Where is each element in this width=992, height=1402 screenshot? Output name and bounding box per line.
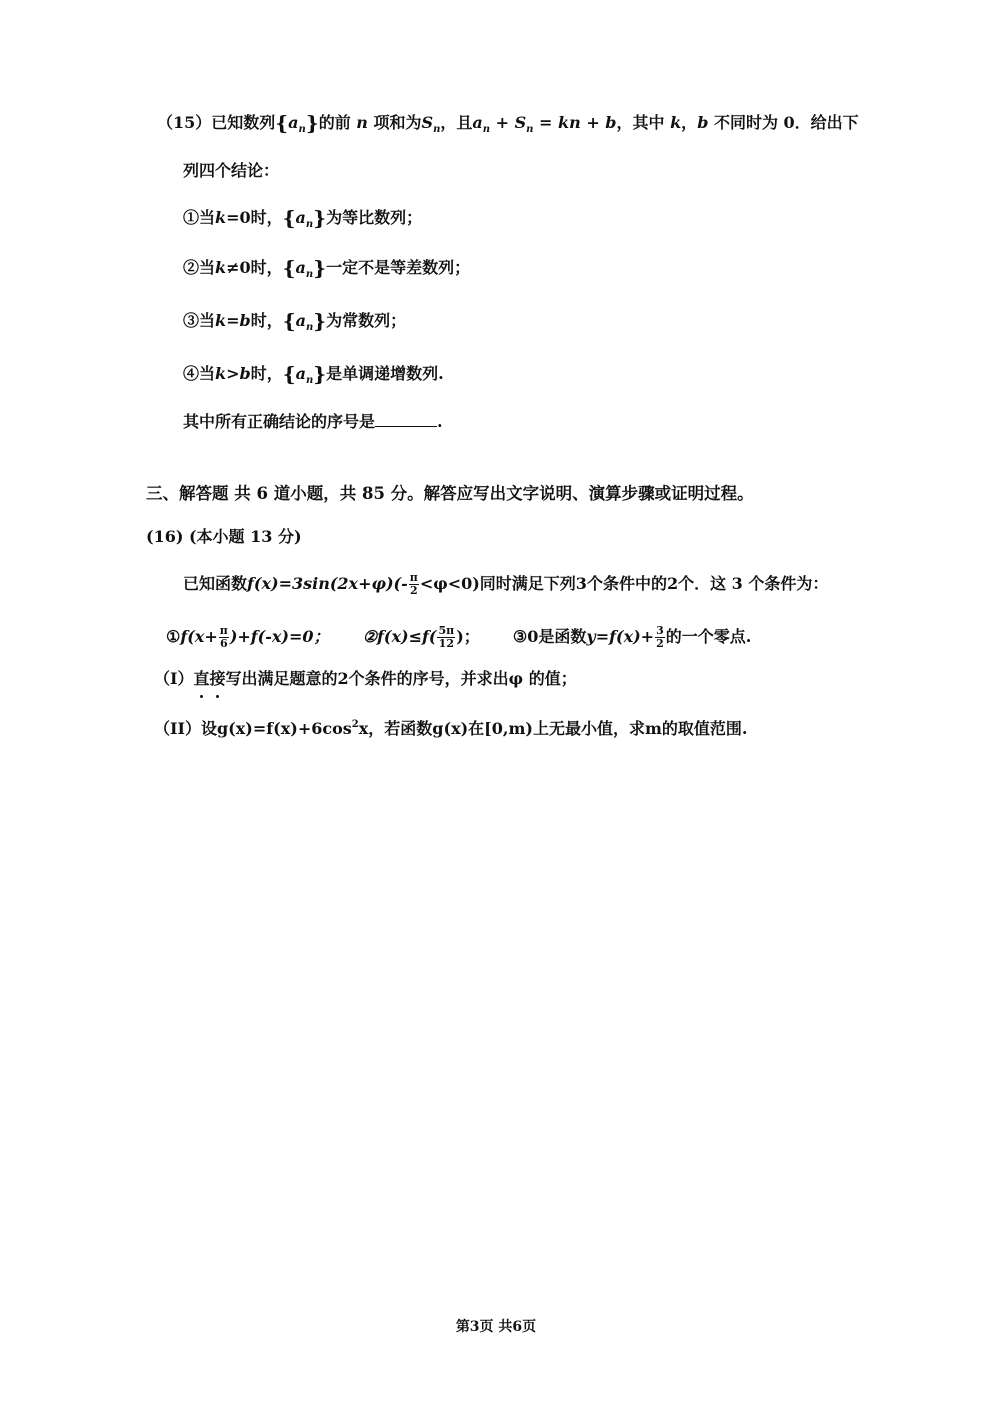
q16-text: <φ<0)同时满足下列3个条件中的2个．这 3 个条件为： [419, 574, 829, 593]
part-text: 设g(x)=f(x)+6cos [200, 719, 352, 738]
ask-period: . [437, 412, 443, 431]
q15-conclusion-1 [183, 207, 422, 236]
math-cond: = [226, 311, 240, 330]
q15-conclusion-2 [183, 257, 470, 286]
part-text: 写出满足题意的2个条件的序号，并求出φ 的值； [225, 669, 577, 688]
left-brace: { [282, 362, 296, 386]
condition-number: ① [166, 627, 181, 646]
condition-text: ③0是函数 [512, 627, 587, 646]
q15-text: 已知数列 [211, 113, 276, 132]
left-brace: { [275, 111, 289, 135]
superscript: 2 [351, 719, 359, 730]
right-brace: } [313, 206, 327, 230]
math-S: S [514, 113, 527, 132]
math-function: f(x)=3sin(2x+φ)(- [247, 574, 408, 593]
math-b: b [605, 113, 617, 132]
math-plus: + [586, 113, 600, 132]
fraction-5pi-over-12 [437, 625, 455, 650]
math-sub-n: n [482, 124, 491, 135]
math-sub-n: n [305, 375, 314, 386]
q16-part-2 [154, 714, 747, 740]
math-kn: kn [558, 113, 581, 132]
conclusion-text: 时， [250, 258, 283, 277]
math-plus: + [495, 113, 510, 132]
frac-den: 2 [409, 584, 418, 597]
conclusion-text: 一定不是等差数列； [326, 258, 471, 277]
left-brace: { [282, 206, 296, 230]
math-a: a [295, 364, 306, 383]
left-brace: { [282, 309, 296, 333]
math-text: f(x+ [180, 627, 218, 646]
math-eq: = [539, 113, 553, 132]
math-text: ②f(x)≤f( [362, 627, 437, 646]
math-sub-n: n [526, 124, 534, 135]
math-b: b [239, 311, 251, 330]
math-a: a [472, 113, 483, 132]
math-k: k [215, 364, 227, 383]
math-k: k [670, 113, 682, 132]
conclusion-number: ③当 [183, 311, 216, 330]
frac-den: 2 [656, 637, 664, 650]
part-text: x，若函数g(x)在[0,m)上无最小值，求m的取值范围. [358, 719, 748, 738]
q15-text: 的前 [318, 113, 351, 132]
math-a: a [288, 113, 299, 132]
q15-text: 不同时为 0．给出下 [713, 113, 859, 132]
math-a: a [295, 258, 306, 277]
q16-stem [183, 572, 828, 597]
q15-comma: ， [681, 113, 698, 132]
q16-text: 已知函数 [183, 574, 248, 593]
math-k: k [215, 258, 227, 277]
math-text: )； [456, 627, 480, 646]
q16-part-1 [154, 668, 577, 690]
right-brace: } [313, 256, 327, 280]
frac-num: 3 [656, 624, 664, 637]
conclusion-text: 时， [250, 311, 283, 330]
math-sub-n: n [298, 124, 306, 135]
emphasis-char: 直 [193, 669, 210, 688]
frac-num: 5π [438, 624, 455, 637]
frac-num: π [409, 571, 418, 584]
q15-ask [183, 411, 443, 433]
q15-stem [157, 112, 859, 141]
part-label: （I） [154, 669, 194, 688]
math-n: n [356, 113, 368, 132]
answer-blank[interactable] [375, 412, 437, 427]
q15-text: 项和为 [373, 113, 422, 132]
math-S: S [421, 113, 434, 132]
condition-text: 的一个零点. [665, 627, 752, 646]
conclusion-text: 时， [250, 208, 283, 227]
left-brace: { [282, 256, 296, 280]
math-cond: > [226, 364, 240, 383]
right-brace: } [305, 111, 319, 135]
math-sub-n: n [305, 219, 314, 230]
part-label: （II） [154, 719, 201, 738]
section-heading: 三、解答题 共 6 道小题，共 85 分。解答应写出文字说明、演算步骤或证明过程。 [146, 484, 754, 503]
conclusion-text: 是单调递增数列. [326, 364, 444, 383]
frac-num: π [219, 624, 228, 637]
math-cond: =0 [226, 208, 251, 227]
math-cond: ≠0 [226, 258, 251, 277]
q16-conditions [166, 625, 751, 650]
math-b: b [239, 364, 251, 383]
q15-number: （15） [157, 113, 212, 132]
fraction-pi-over-6 [219, 625, 229, 650]
math-text: y=f(x)+ [586, 627, 655, 646]
math-sub-n: n [433, 124, 441, 135]
q15-text: ，其中 [616, 113, 665, 132]
right-brace: } [313, 309, 327, 333]
math-k: k [215, 311, 227, 330]
conclusion-number: ①当 [183, 208, 216, 227]
q15-conclusion-3 [183, 310, 406, 339]
frac-den: 6 [219, 637, 228, 650]
math-sub-n: n [305, 269, 314, 280]
math-sub-n: n [305, 322, 314, 333]
math-b: b [697, 113, 709, 132]
q15-conclusion-4 [183, 363, 444, 392]
math-a: a [295, 208, 306, 227]
fraction-3-over-2 [655, 625, 665, 650]
page-footer: 第3页 共6页 [455, 1319, 537, 1335]
math-text: )+f(-x)=0； [229, 627, 330, 646]
ask-text: 其中所有正确结论的序号是 [183, 412, 376, 431]
conclusion-number: ②当 [183, 258, 216, 277]
emphasis-char: 接 [209, 669, 226, 688]
q15-text: ，且 [440, 113, 473, 132]
conclusion-text: 为常数列； [326, 311, 407, 330]
q16-label: (16) (本小题 13 分) [146, 527, 302, 546]
conclusion-number: ④当 [183, 364, 216, 383]
math-k: k [215, 208, 227, 227]
conclusion-text: 时， [250, 364, 283, 383]
right-brace: } [313, 362, 327, 386]
q15-line2: 列四个结论： [183, 161, 280, 180]
frac-den: 12 [438, 637, 454, 650]
math-a: a [295, 311, 306, 330]
fraction-pi-over-2 [409, 572, 419, 597]
conclusion-text: 为等比数列； [326, 208, 423, 227]
